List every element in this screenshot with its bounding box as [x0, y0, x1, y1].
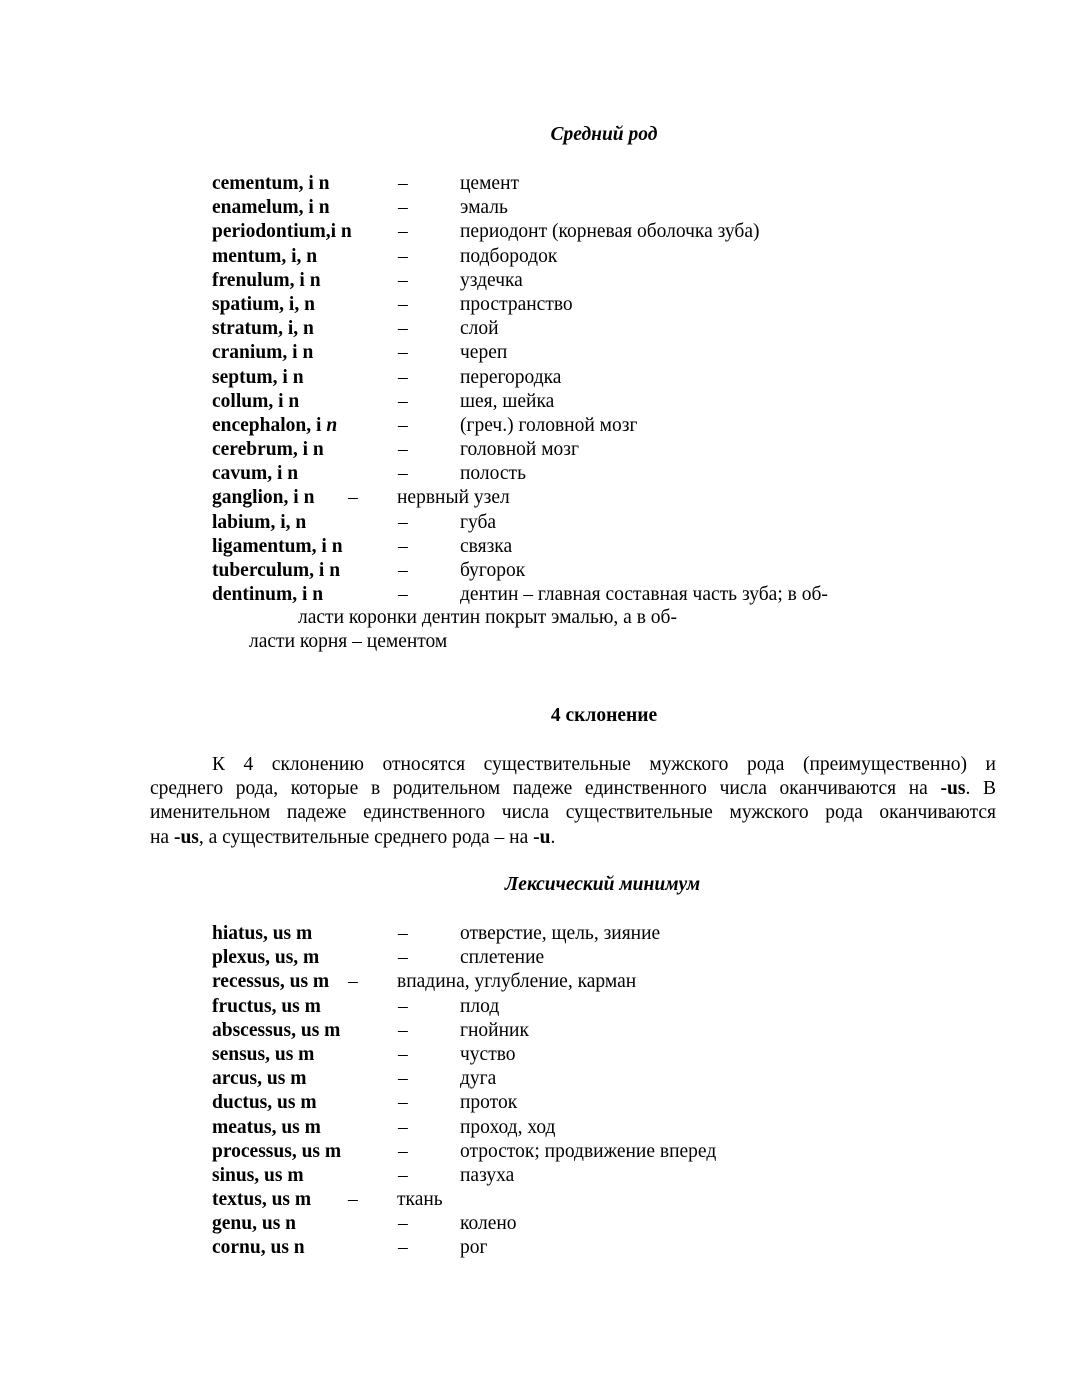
- translation: эмаль: [460, 197, 508, 219]
- latin-term: stratum, i, n: [212, 318, 314, 340]
- translation: губа: [460, 511, 497, 533]
- latin-term: [212, 414, 337, 438]
- dash: –: [398, 318, 408, 340]
- latin-term: ganglion, i n: [212, 487, 315, 509]
- vocab-row: [212, 995, 1012, 1019]
- latin-term: meatus, us m: [212, 1116, 321, 1138]
- latin-term: cavum, i n: [212, 463, 299, 485]
- translation: нервный узел: [397, 487, 510, 509]
- latin-term: cementum, i n: [212, 173, 330, 194]
- translation: проток: [460, 1092, 518, 1114]
- dash: –: [398, 342, 408, 364]
- vocab-row: [212, 390, 1012, 414]
- vocab-row: [212, 583, 1012, 607]
- vocab-row: [212, 1212, 1012, 1236]
- translation: связка: [460, 535, 513, 557]
- vocab-row: [212, 462, 1012, 486]
- dash: –: [398, 245, 408, 267]
- dash: –: [398, 1237, 408, 1259]
- translation: череп: [460, 342, 508, 364]
- translation: цемент: [460, 173, 520, 194]
- latin-term: dentinum, i n: [212, 584, 324, 606]
- latin-term: recessus, us m: [212, 971, 330, 993]
- translation: гнойник: [460, 1019, 529, 1041]
- dash: –: [398, 1019, 408, 1041]
- dash: –: [398, 923, 408, 944]
- continuation-line: ласти коронки дентин покрыт эмалью, а в об-: [298, 607, 677, 628]
- latin-term: septum, i n: [212, 366, 304, 388]
- vocab-row: [212, 1236, 1012, 1260]
- latin-term: mentum, i, n: [212, 245, 318, 267]
- dash: –: [398, 1140, 408, 1162]
- vocab-row: [212, 172, 1012, 196]
- vocab-row: [212, 559, 1012, 583]
- ending-us: -us: [940, 778, 966, 800]
- dash: –: [398, 293, 408, 315]
- vocab-row: [212, 486, 1012, 510]
- vocab-row: [212, 293, 1012, 317]
- translation: пространство: [460, 293, 573, 315]
- latin-term: fructus, us m: [212, 995, 321, 1017]
- translation: пазуха: [460, 1164, 515, 1186]
- dash: –: [398, 535, 408, 557]
- latin-term: hiatus, us m: [212, 923, 313, 944]
- vocab-row: [212, 1188, 1012, 1212]
- paragraph-line: [150, 826, 996, 850]
- vocab-list-fourth-declension: [212, 922, 1012, 1261]
- latin-term: frenulum, i n: [212, 269, 321, 291]
- latin-term: genu, us n: [212, 1213, 296, 1235]
- translation: дуга: [460, 1068, 497, 1090]
- dash: –: [398, 173, 408, 194]
- translation: слой: [460, 318, 499, 340]
- translation: периодонт (корневая оболочка зуба): [460, 221, 760, 243]
- dash: –: [348, 487, 358, 509]
- dash: –: [398, 1068, 408, 1090]
- latin-term: sinus, us m: [212, 1164, 304, 1186]
- translation: полость: [460, 463, 526, 485]
- translation: колено: [460, 1213, 517, 1235]
- dash: –: [398, 1213, 408, 1235]
- latin-term: arcus, us m: [212, 1068, 307, 1090]
- section-heading-lexical-minimum: Лексический минимум: [504, 874, 701, 895]
- dash: –: [398, 221, 408, 243]
- vocab-row: [212, 245, 1012, 269]
- vocab-row: [212, 1116, 1012, 1140]
- latin-term: periodontium,i n: [212, 221, 352, 243]
- vocab-row: [212, 317, 1012, 341]
- latin-term: cerebrum, i n: [212, 439, 324, 461]
- vocab-row: [212, 922, 1012, 946]
- latin-term: abscessus, us m: [212, 1019, 341, 1041]
- translation: проход, ход: [460, 1116, 556, 1138]
- vocab-list-neuter: [212, 172, 1012, 607]
- translation: перегородка: [460, 366, 562, 388]
- declension-paragraph: [150, 753, 996, 850]
- translation: бугорок: [460, 560, 526, 581]
- dash: –: [348, 1189, 358, 1211]
- dash: –: [398, 1164, 408, 1186]
- latin-term: cornu, us n: [212, 1237, 305, 1259]
- latin-term: collum, i n: [212, 390, 300, 412]
- paragraph-text: .: [550, 826, 556, 848]
- latin-term: ductus, us m: [212, 1092, 317, 1114]
- ending-u: -u: [533, 826, 551, 848]
- translation: чуство: [460, 1043, 516, 1065]
- latin-term: labium, i, n: [212, 511, 307, 533]
- dash: –: [398, 414, 408, 436]
- dash: –: [398, 439, 408, 461]
- translation: ткань: [397, 1189, 443, 1211]
- section-heading-neuter: Средний род: [550, 124, 658, 145]
- paragraph-text: на: [150, 826, 174, 848]
- latin-term: enamelum, i n: [212, 197, 330, 219]
- translation: дентин – главная составная часть зуба; в об-: [460, 584, 828, 606]
- paragraph-line: именительном падеже единственного числа существительные мужского рода оканчиваются: [150, 802, 996, 824]
- vocab-row: [212, 438, 1012, 462]
- latin-term: sensus, us m: [212, 1043, 315, 1065]
- vocab-row: [212, 970, 1012, 994]
- dash: –: [398, 947, 408, 969]
- dash: –: [398, 995, 408, 1017]
- continuation-line: ласти корня – цементом: [249, 631, 448, 652]
- vocab-row: [212, 1019, 1012, 1043]
- vocab-row: [212, 535, 1012, 559]
- vocab-row: [212, 946, 1012, 970]
- translation: отросток; продвижение вперед: [460, 1140, 717, 1162]
- translation: рог: [460, 1237, 488, 1259]
- translation: впадина, углубление, карман: [397, 971, 637, 993]
- vocab-row: [212, 1067, 1012, 1091]
- latin-term: tuberculum, i n: [212, 560, 341, 581]
- ending-us: -us: [173, 826, 199, 848]
- latin-term: ligamentum, i n: [212, 535, 343, 557]
- vocab-row: [212, 269, 1012, 293]
- latin-term: plexus, us, m: [212, 947, 320, 969]
- dash: –: [398, 269, 408, 291]
- dash: –: [398, 1116, 408, 1138]
- dash: –: [348, 971, 358, 993]
- dash: –: [398, 511, 408, 533]
- dash: –: [398, 463, 408, 485]
- latin-term: processus, us m: [212, 1140, 342, 1162]
- latin-term-text: encephalon, i: [212, 414, 322, 436]
- section-heading-declension: 4 склонение: [550, 705, 658, 726]
- latin-term: textus, us m: [212, 1189, 312, 1211]
- paragraph-text: среднего рода, которые в родительном падеже единственного числа оканчиваются на: [150, 778, 941, 800]
- translation: сплетение: [460, 947, 545, 969]
- paragraph-line: [150, 777, 996, 801]
- vocab-row: [212, 196, 1012, 220]
- vocab-row: [212, 341, 1012, 365]
- translation: шея, шейка: [460, 390, 555, 412]
- gender-italic: n: [326, 414, 338, 436]
- vocab-row: [212, 1043, 1012, 1067]
- dash: –: [398, 560, 408, 581]
- dash: –: [398, 197, 408, 219]
- paragraph-text: , а существительные среднего рода – на: [198, 826, 534, 848]
- paragraph-text: . В: [965, 778, 996, 800]
- latin-term: spatium, i, n: [212, 293, 315, 315]
- translation: отверстие, щель, зияние: [460, 923, 661, 944]
- vocab-row: [212, 1140, 1012, 1164]
- dash: –: [398, 390, 408, 412]
- translation: подбородок: [460, 245, 558, 267]
- vocab-row: [212, 1091, 1012, 1115]
- translation: головной мозг: [460, 439, 579, 461]
- vocab-row: [212, 366, 1012, 390]
- dash: –: [398, 584, 408, 606]
- latin-term: cranium, i n: [212, 342, 314, 364]
- vocab-row: [212, 220, 1012, 244]
- vocab-row: [212, 414, 1012, 438]
- translation: уздечка: [460, 269, 523, 291]
- vocab-row: [212, 511, 1012, 535]
- vocab-row: [212, 1164, 1012, 1188]
- dash: –: [398, 1092, 408, 1114]
- translation: (греч.) головной мозг: [460, 414, 638, 436]
- translation: плод: [460, 995, 500, 1017]
- dash: –: [398, 1043, 408, 1065]
- dash: –: [398, 366, 408, 388]
- paragraph-line: К 4 склонению относятся существительные мужского рода (преимущественно) и: [212, 754, 996, 775]
